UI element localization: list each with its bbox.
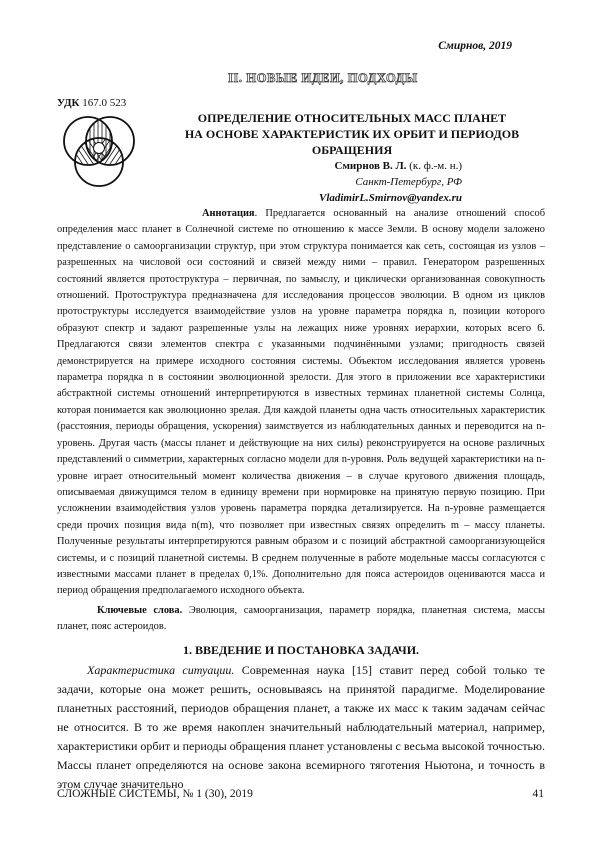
article-title xyxy=(152,110,552,158)
section-heading: II. НОВЫЕ ИДЕИ, ПОДХОДЫ xyxy=(228,71,418,86)
author-name: Смирнов В. Л. xyxy=(335,160,407,172)
author-line xyxy=(152,158,462,174)
footer-journal: СЛОЖНЫЕ СИСТЕМЫ, № 1 (30), 2019 xyxy=(57,788,253,800)
author-degree: (к. ф.-м. н.) xyxy=(409,160,462,172)
intro-lead: Характеристика ситуации. xyxy=(87,663,234,677)
page-number: 41 xyxy=(533,788,545,800)
abstract-label: Аннотация xyxy=(202,208,255,219)
intro-paragraph xyxy=(57,661,545,794)
interlocking-circles-logo xyxy=(58,112,140,194)
intro-text: Современная наука [15] ставит перед собой только те задачи, которые она может решить, основываясь на принятой парадигме. Моделирование планетных расстояний, периодов обращения планет, а также их масс к таким задачам сейчас не относится. В то же время накоплен значительный наблюдательный материал, например, характеристики орбит и периоды обращения планет установлены с весьма высокой точностью. Массы планет определяются на основе закона всемирного тяготения Ньютона, и точность в этом случае значительно xyxy=(57,663,545,791)
keywords-paragraph xyxy=(57,603,545,635)
title-line: ОБРАЩЕНИЯ xyxy=(152,142,552,158)
udk-code: 167.0 523 xyxy=(82,97,126,109)
author-email[interactable]: VladimirL.Smirnov@yandex.ru xyxy=(152,190,462,206)
keywords-text: Эволюция, самоорганизация, параметр порядка, планетная система, массы планет, пояс астероидов. xyxy=(57,605,545,632)
udk-label: УДК xyxy=(57,97,80,109)
author-city: Санкт-Петербург, РФ xyxy=(152,174,462,190)
abstract-text: . Предлагается основанный на анализе отношений способ определения масс планет в Солнечной системе по отношению к массе Земли. В основу модели заложено представление о самоорганизации структур, при этом структура понимается как сеть, состоящая из узлов – разрешенных на числовой оси состояний и связей между ними – правил. Генератором разрешенных состояний является протоструктура – первичная, по замыслу, и циклически организованная совокупность отношений. Протоструктура предназначена для исследования процессов эволюции. В одном из циклов протоструктуры исследуется взаимодействие узлов на уровне параметра порядка n, позиции которого образуют спектр и задают разрешенные узлы на лежащих ниже уровнях иерархии, которых всего 6. Предлагаются связи элементов спектра с указанными подчинёнными узлами; пригодность связей демонстрируется на примере исходного состояния системы. Объектом исследования является уровень параметра порядка n в состоянии эволюционной зрелости. Для этого в приложении все характеристики абстрактной системы отношений интерпретируются в известных терминах планетной системы Солнца, которая понимается как эволюционно зрелая. Для каждой планеты одна часть относительных характеристик (расстояния, периоды обращения, ускорения) заимствуется из наблюдательных данных и переводится на n-уровень. Другая часть (массы планет и действующие на них силы) реконструируется на основе различных представлений о симметрии, характерных согласно модели для n-уровня. Роль ведущей характеристики на n-уровне играет относительный момент количества движения – в случае кругового движения площадь, описываемая движущимся телом в единицу времени при нормировке на принятую первую позицию. При усложнении взаимодействия узлов уровень параметра порядка детализируется. На n-уровне размещается среди прочих позиция вида n(m), что позволяет при известных связях определить m – массу планеты. Полученные результаты интерпретируются равным образом и с позиций абстрактной самоорганизующейся системы, и с позиций планетной системы. В среднем полученные в работе модельные массы согласуются с известными массами планет в пределах 0,1%. Дополнительно для пояса астероидов оцениваются масса и период обращения предполагаемого исходного объекта. xyxy=(57,208,545,596)
keywords-label: Ключевые слова. xyxy=(97,605,182,616)
title-line: НА ОСНОВЕ ХАРАКТЕРИСТИК ИХ ОРБИТ И ПЕРИОДОВ xyxy=(152,126,552,142)
udk-line xyxy=(57,97,126,109)
running-header-author: Смирнов, 2019 xyxy=(438,40,512,52)
title-line: ОПРЕДЕЛЕНИЕ ОТНОСИТЕЛЬНЫХ МАСС ПЛАНЕТ xyxy=(152,110,552,126)
abstract-paragraph xyxy=(57,206,545,600)
section-title: 1. ВВЕДЕНИЕ И ПОСТАНОВКА ЗАДАЧИ. xyxy=(57,643,545,658)
